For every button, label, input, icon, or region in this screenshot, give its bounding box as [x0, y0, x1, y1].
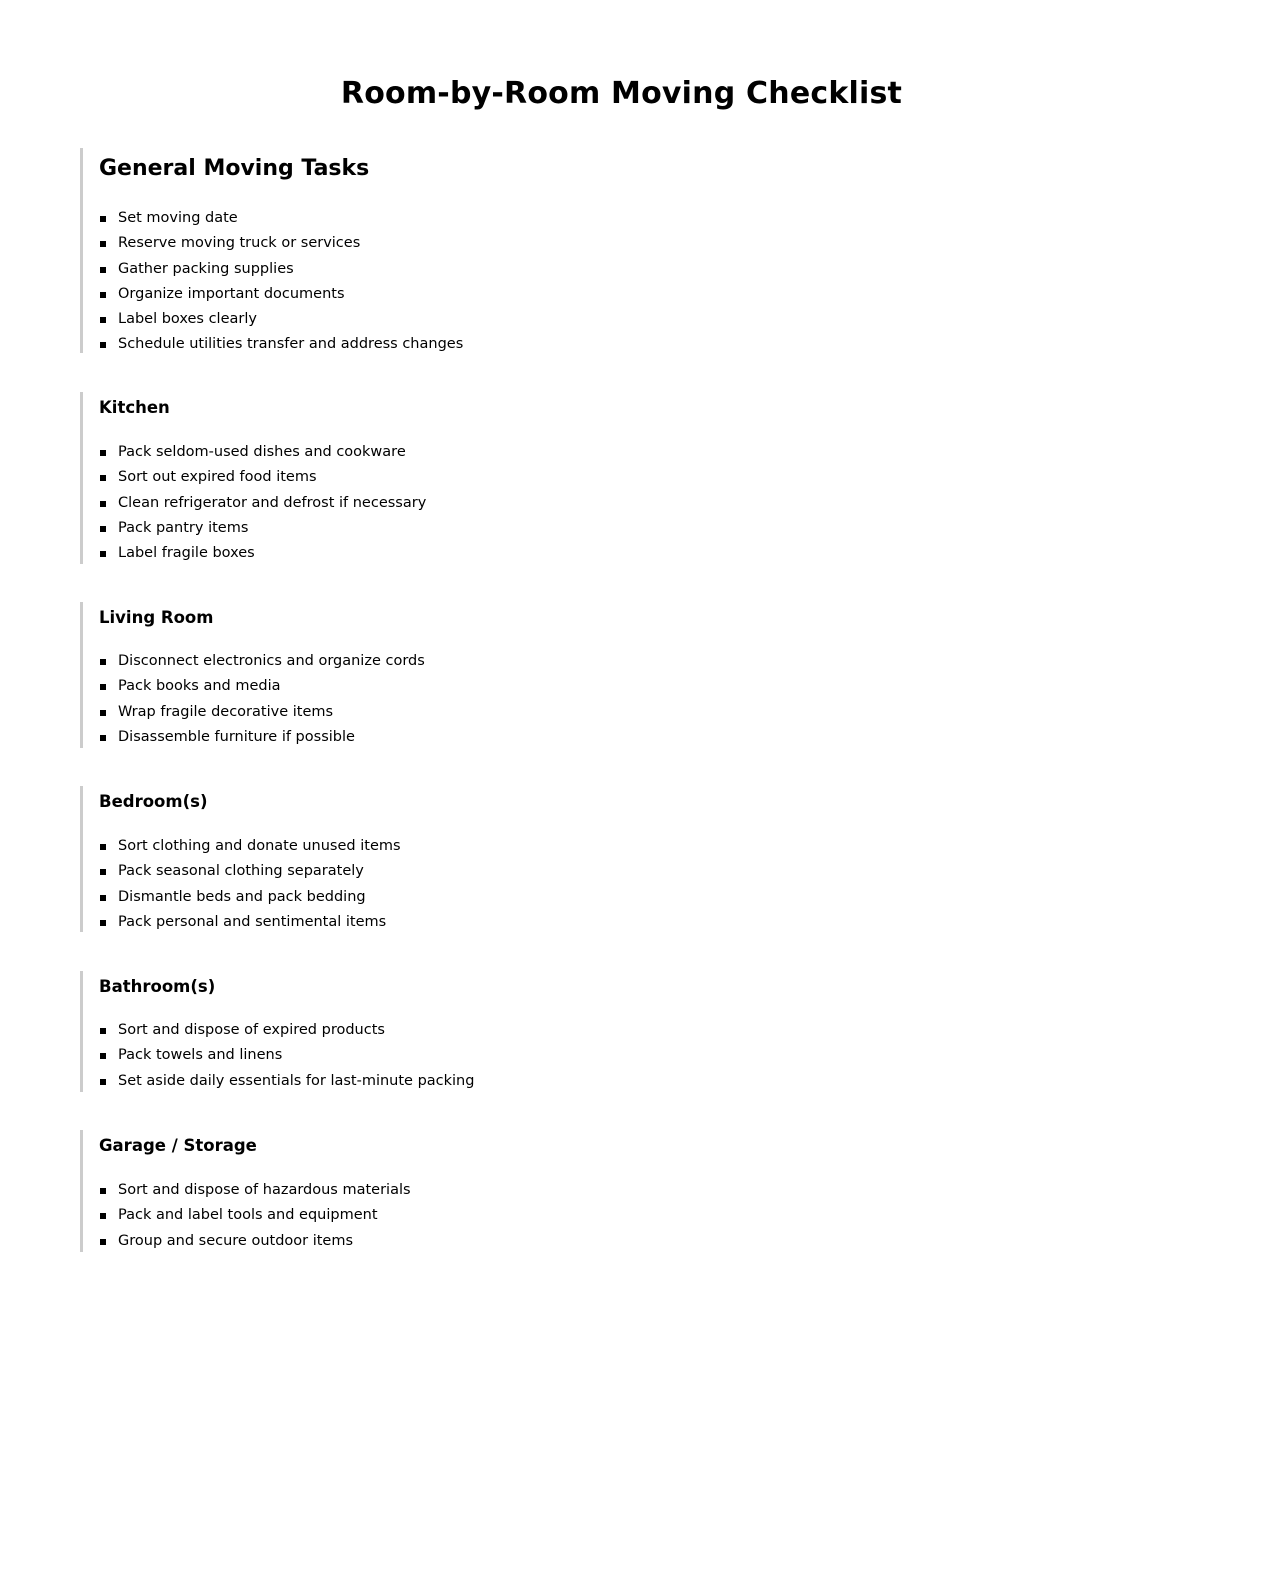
section-garage-storage [80, 1130, 411, 1252]
list-item: Label boxes clearly [99, 307, 463, 332]
square-bullet-icon [100, 1079, 106, 1085]
section-heading: Bathroom(s) [99, 977, 216, 996]
list-item: Dismantle beds and pack bedding [99, 885, 401, 910]
list-item: Pack seldom-used dishes and cookware [99, 440, 426, 465]
list-item: Clean refrigerator and defrost if necessary [99, 491, 426, 516]
square-bullet-icon [100, 342, 106, 348]
square-bullet-icon [100, 920, 106, 926]
section-bathrooms [80, 971, 474, 1092]
list-item: Reserve moving truck or services [99, 231, 463, 256]
task-list [99, 649, 425, 750]
square-bullet-icon [100, 526, 106, 532]
list-item: Group and secure outdoor items [99, 1229, 411, 1254]
list-item: Disconnect electronics and organize cords [99, 649, 425, 674]
square-bullet-icon [100, 735, 106, 741]
list-item: Pack pantry items [99, 516, 426, 541]
section-heading: Garage / Storage [99, 1136, 257, 1155]
square-bullet-icon [100, 475, 106, 481]
list-item: Pack personal and sentimental items [99, 910, 401, 935]
list-item: Pack seasonal clothing separately [99, 859, 401, 884]
square-bullet-icon [100, 869, 106, 875]
square-bullet-icon [100, 710, 106, 716]
section-heading: Living Room [99, 608, 214, 627]
square-bullet-icon [100, 895, 106, 901]
section-heading: Kitchen [99, 398, 170, 417]
task-list [99, 206, 463, 358]
square-bullet-icon [100, 267, 106, 273]
list-item: Gather packing supplies [99, 257, 463, 282]
list-item: Disassemble furniture if possible [99, 725, 425, 750]
square-bullet-icon [100, 241, 106, 247]
square-bullet-icon [100, 1028, 106, 1034]
list-item: Sort out expired food items [99, 465, 426, 490]
list-item: Pack towels and linens [99, 1043, 474, 1068]
list-item: Sort and dispose of hazardous materials [99, 1178, 411, 1203]
section-heading: General Moving Tasks [99, 156, 370, 181]
list-item: Pack and label tools and equipment [99, 1203, 411, 1228]
square-bullet-icon [100, 292, 106, 298]
list-item: Sort clothing and donate unused items [99, 834, 401, 859]
section-kitchen [80, 392, 426, 564]
square-bullet-icon [100, 1213, 106, 1219]
task-list [99, 1178, 411, 1254]
list-item: Sort and dispose of expired products [99, 1018, 474, 1043]
square-bullet-icon [100, 659, 106, 665]
list-item: Wrap fragile decorative items [99, 700, 425, 725]
list-item: Pack books and media [99, 674, 425, 699]
task-list [99, 834, 401, 935]
task-list [99, 440, 426, 566]
task-list [99, 1018, 474, 1094]
square-bullet-icon [100, 1239, 106, 1245]
list-item: Set aside daily essentials for last-minute packing [99, 1069, 474, 1094]
square-bullet-icon [100, 1053, 106, 1059]
section-heading: Bedroom(s) [99, 792, 208, 811]
square-bullet-icon [100, 216, 106, 222]
square-bullet-icon [100, 1188, 106, 1194]
list-item: Schedule utilities transfer and address changes [99, 332, 463, 357]
section-bedrooms [80, 786, 401, 932]
square-bullet-icon [100, 450, 106, 456]
square-bullet-icon [100, 684, 106, 690]
list-item: Organize important documents [99, 282, 463, 307]
section-general-moving-tasks [80, 148, 463, 353]
page-title: Room-by-Room Moving Checklist [340, 76, 903, 111]
square-bullet-icon [100, 844, 106, 850]
square-bullet-icon [100, 317, 106, 323]
square-bullet-icon [100, 501, 106, 507]
list-item: Set moving date [99, 206, 463, 231]
section-living-room [80, 602, 425, 748]
square-bullet-icon [100, 551, 106, 557]
list-item: Label fragile boxes [99, 541, 426, 566]
